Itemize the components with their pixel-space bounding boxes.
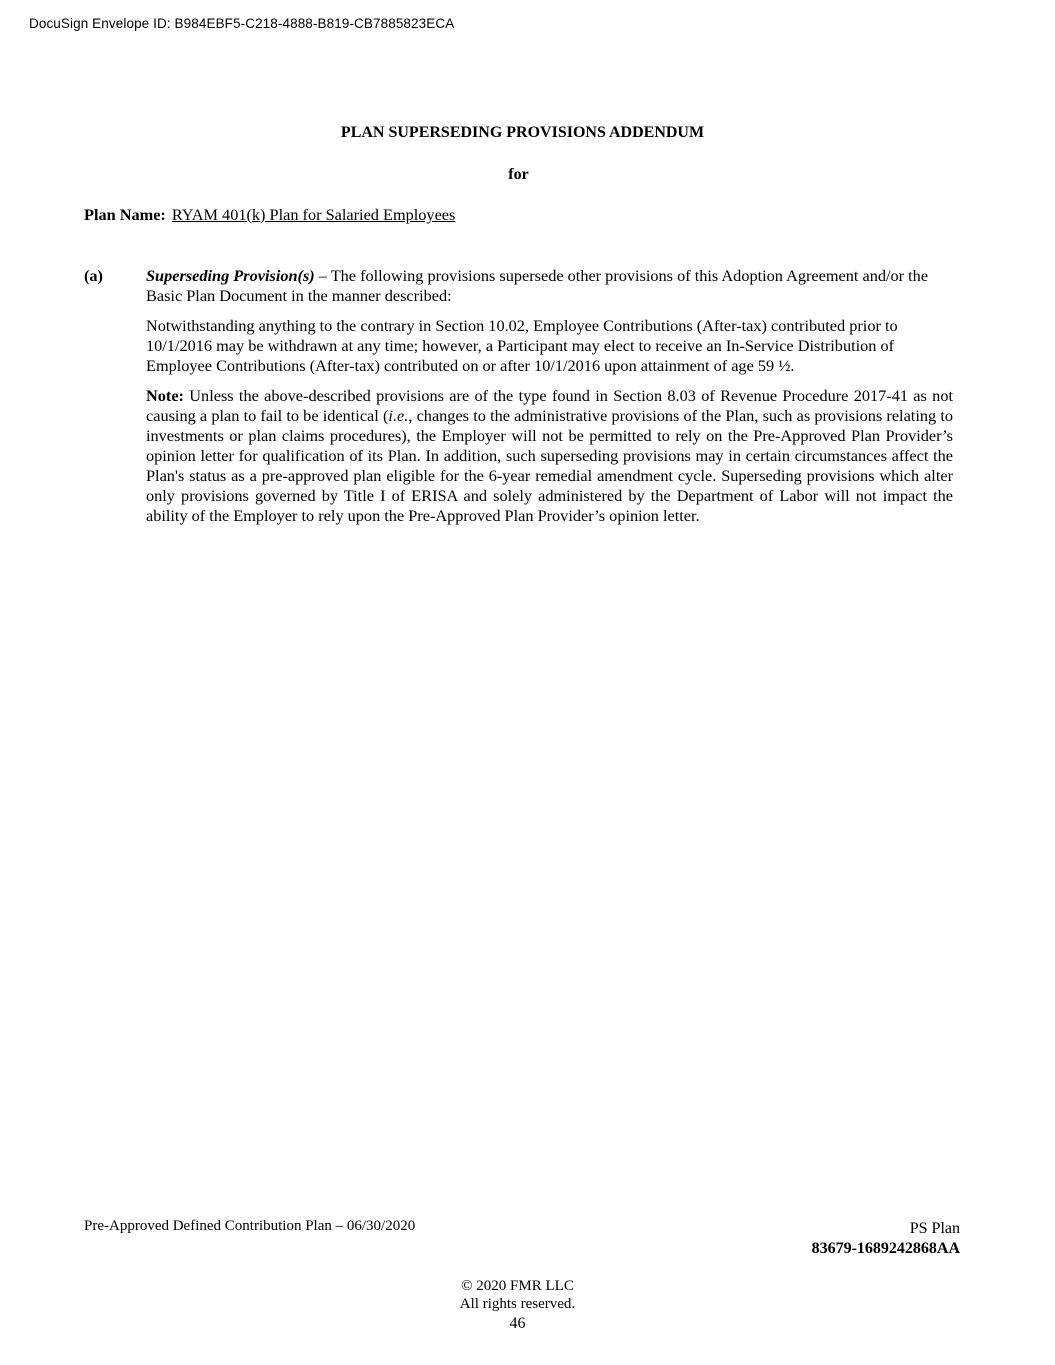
footer-plan-info — [812, 1219, 960, 1259]
section-heading-term: Superseding Provision(s) — [146, 266, 315, 285]
rights-text: All rights reserved. — [459, 1296, 576, 1312]
plan-name — [84, 205, 455, 225]
section-a-body — [146, 266, 953, 536]
provision-paragraph: Notwithstanding anything to the contrary in Section 10.02, Employee Contributions (After-tax) contributed prior to 10/1/2016 may be withdrawn at any time; however, a Participant may elect to receive an In-Service Distribution of Employee Contributions (After-tax) contributed on or after 10/1/2016 upon attainment of age 59 ½. — [146, 316, 898, 375]
for-label: for — [508, 166, 529, 183]
section-intro-paragraph — [146, 266, 953, 306]
section-intro-text: – The following provisions supersede other provisions of this Adoption Agreement and/or the Basic Plan Document in the manner described: — [146, 266, 929, 305]
copyright-text: © 2020 FMR LLC — [461, 1278, 574, 1294]
footer-plan-code: 83679-1689242868AA — [811, 1240, 960, 1257]
envelope-id: DocuSign Envelope ID: B984EBF5-C218-4888-B819-CB7885823ECA — [29, 16, 455, 31]
note-text-part2: , changes to the administrative provisions of the Plan, such as provisions relating to investments or plan claims procedures), the Employer will not be permitted to rely on the Pre-Approved Plan Provider’s opinion letter for qualification of its Plan. In addition, such superseding provisions may in certain circumstances affect the Plan's status as a pre-approved plan eligible for the 6-year remedial amendment cycle. Superseding provisions which alter only provisions governed by Title I of ERISA and solely administered by the Department of Labor will not impact the ability of the Employer to rely upon the Pre-Approved Plan Provider’s opinion letter. — [146, 406, 953, 525]
note-text-part1: Unless the above-described provisions are of the type found in Section 8.03 of Revenue Procedure 2017-41 as not causing a plan to fail to be identical ( — [146, 386, 953, 425]
document-title: PLAN SUPERSEDING PROVISIONS ADDENDUM — [340, 124, 705, 141]
page-number: 46 — [509, 1315, 526, 1332]
footer-plan-description: Pre-Approved Defined Contribution Plan – 06/30/2020 — [84, 1218, 416, 1234]
plan-name-label: Plan Name: — [84, 205, 166, 224]
note-paragraph — [146, 386, 953, 526]
section-marker: (a) — [84, 266, 103, 285]
copyright-block — [0, 1277, 1035, 1333]
note-ie: i.e. — [388, 406, 409, 425]
note-label: Note: — [146, 386, 184, 405]
footer-plan-type: PS Plan — [909, 1220, 960, 1237]
plan-name-value: RYAM 401(k) Plan for Salaried Employees — [171, 205, 456, 224]
